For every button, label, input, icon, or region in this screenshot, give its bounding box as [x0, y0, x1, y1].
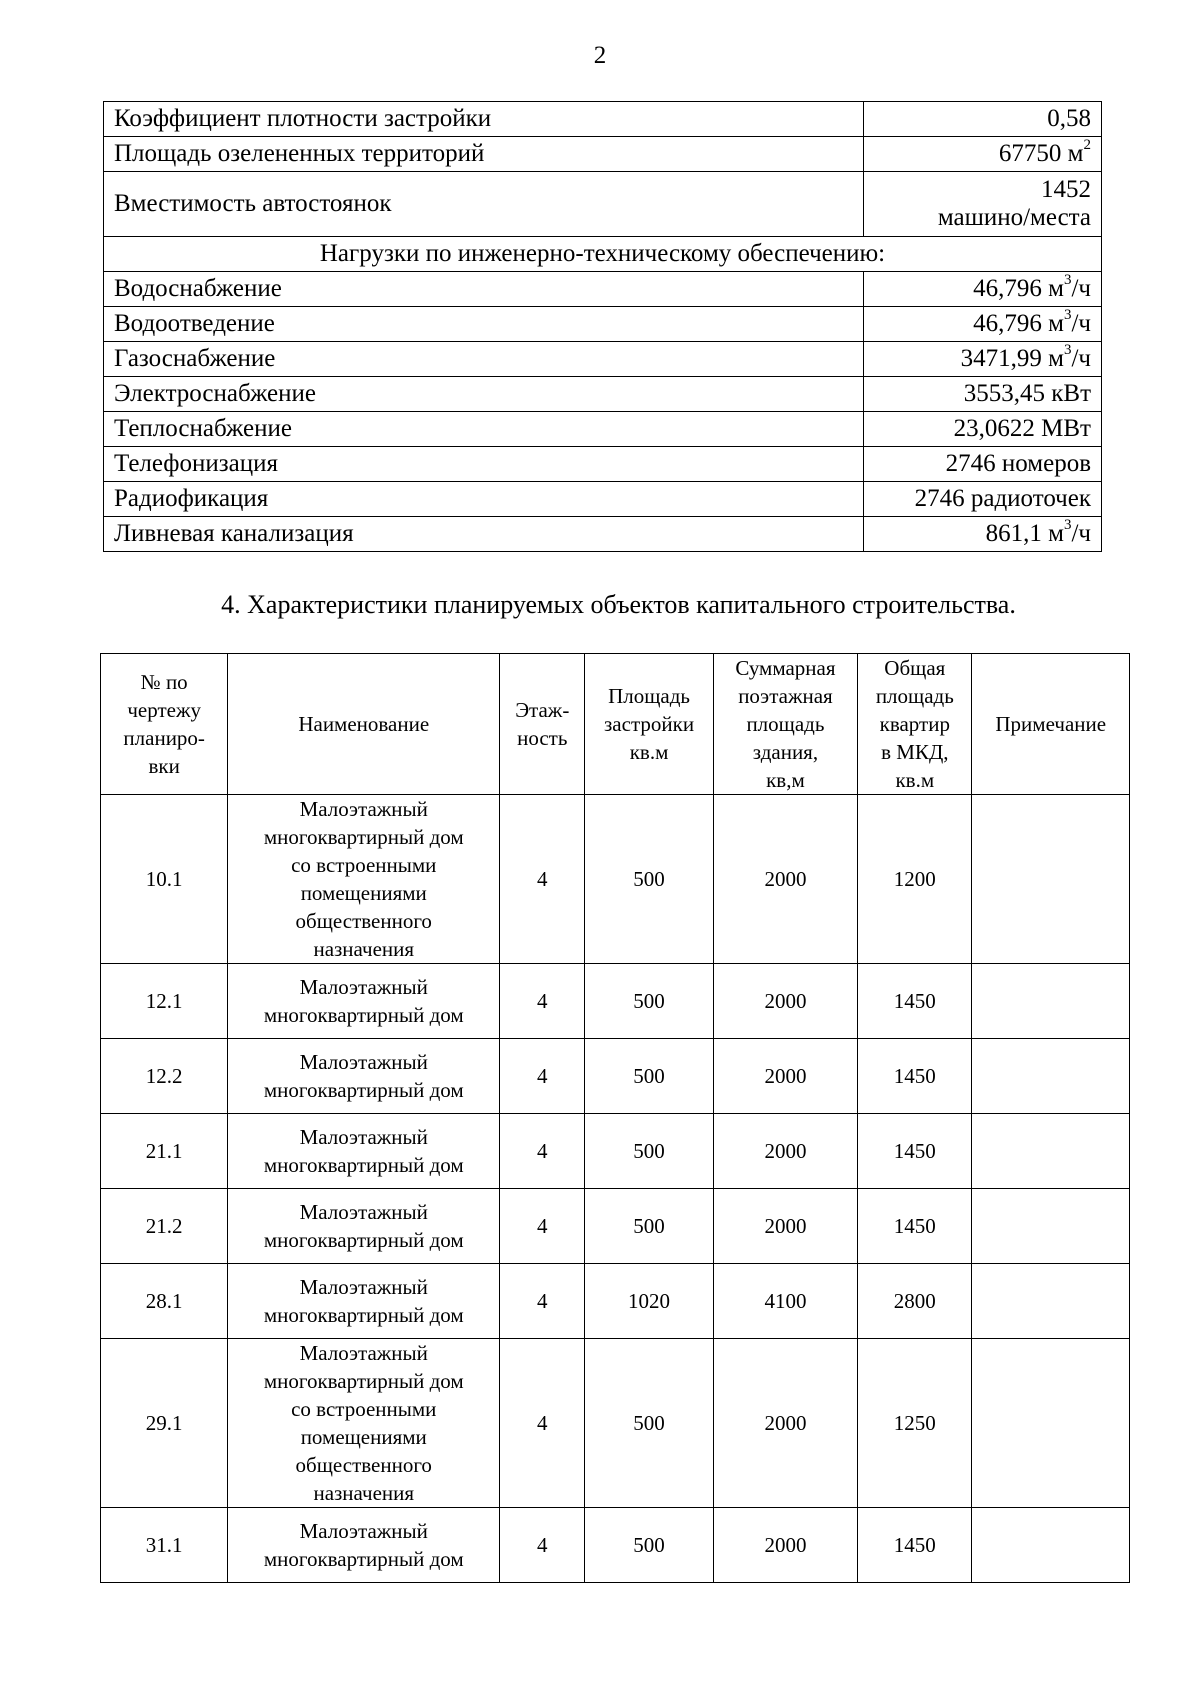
cell-text: 12.2 — [145, 1064, 183, 1088]
label-text: Площадь озелененных территорий — [114, 140, 485, 167]
cell-floors — [500, 1264, 585, 1339]
label-text: Электроснабжение — [114, 380, 316, 407]
cell-apartment-area — [858, 1264, 972, 1339]
header-line: Наименование — [298, 712, 430, 736]
load-value — [864, 342, 1102, 377]
cell-name — [228, 1339, 500, 1508]
cell-number — [101, 1508, 228, 1583]
column-header — [500, 654, 585, 795]
column-header — [713, 654, 857, 795]
value-superscript: 3 — [1063, 271, 1072, 288]
name-line: многоквартирный дом — [263, 1228, 464, 1252]
name-line: многоквартирный дом — [263, 1369, 464, 1393]
value-text: 0,58 — [1047, 105, 1091, 132]
cell-text: 4 — [537, 867, 548, 891]
cell-floors — [500, 1189, 585, 1264]
value-superscript: 3 — [1063, 306, 1072, 323]
load-row — [104, 517, 1102, 552]
cell-number — [101, 795, 228, 964]
column-header — [972, 654, 1130, 795]
cell-text: 4 — [537, 989, 548, 1013]
cell-text: 1450 — [893, 1533, 936, 1557]
cell-text: 12.1 — [145, 989, 183, 1013]
cell-text: 21.2 — [145, 1214, 183, 1238]
cell-floors — [500, 1114, 585, 1189]
header-line: площадь — [875, 684, 954, 708]
table-row — [101, 1339, 1130, 1508]
table-row — [101, 1039, 1130, 1114]
cell-number — [101, 964, 228, 1039]
load-row — [104, 482, 1102, 517]
cell-floors — [500, 795, 585, 964]
header-line: квартир — [879, 712, 950, 736]
name-line: многоквартирный дом — [263, 1303, 464, 1327]
load-value — [864, 482, 1102, 517]
header-line: Примечание — [995, 712, 1107, 736]
section-title: 4. Характеристики планируемых объектов капитального строительства. — [221, 590, 1016, 619]
load-row — [104, 412, 1102, 447]
cell-footprint — [585, 964, 713, 1039]
summary-value — [864, 137, 1102, 172]
header-line: площадь — [746, 712, 825, 736]
name-line: многоквартирный дом — [263, 1003, 464, 1027]
cell-note — [972, 1114, 1130, 1189]
cell-note — [972, 1264, 1130, 1339]
page-number: 2 — [593, 42, 607, 69]
cell-text: 2000 — [764, 1064, 807, 1088]
cell-text: 31.1 — [145, 1533, 183, 1557]
cell-text: 2800 — [893, 1289, 936, 1313]
cell-text: 1450 — [893, 1139, 936, 1163]
cell-floors — [500, 1339, 585, 1508]
header-line: кв.м — [629, 740, 669, 764]
name-line: помещениями — [300, 881, 427, 905]
load-label — [104, 342, 864, 377]
label-text: Радиофикация — [114, 485, 269, 512]
label-text: Телефонизация — [114, 450, 278, 477]
cell-text: 4 — [537, 1064, 548, 1088]
name-line: общественного — [295, 1453, 432, 1477]
cell-number — [101, 1114, 228, 1189]
load-row — [104, 447, 1102, 482]
cell-apartment-area — [858, 1189, 972, 1264]
table-row — [101, 964, 1130, 1039]
cell-text: 2000 — [764, 1214, 807, 1238]
header-line: кв,м — [766, 768, 805, 792]
value-line: 1452 — [1041, 176, 1091, 203]
cell-number — [101, 1189, 228, 1264]
cell-text: 500 — [633, 867, 665, 891]
header-line: поэтажная — [738, 684, 833, 708]
name-line: Малоэтажный — [299, 1050, 428, 1074]
name-line: Малоэтажный — [299, 1125, 428, 1149]
cell-text: 4 — [537, 1214, 548, 1238]
loads-header-text: Нагрузки по инженерно-техническому обеспечению: — [319, 240, 886, 267]
load-value — [864, 517, 1102, 552]
summary-label — [104, 102, 864, 137]
load-value — [864, 307, 1102, 342]
header-line: Суммарная — [735, 656, 836, 680]
name-line: Малоэтажный — [299, 975, 428, 999]
name-line: Малоэтажный — [299, 1275, 428, 1299]
column-header — [858, 654, 972, 795]
name-line: многоквартирный дом — [263, 1547, 464, 1571]
value-unit: /ч — [1071, 520, 1091, 547]
summary-label — [104, 137, 864, 172]
cell-apartment-area — [858, 795, 972, 964]
cell-text: 1200 — [893, 867, 936, 891]
cell-floors — [500, 964, 585, 1039]
cell-number — [101, 1339, 228, 1508]
table-row — [101, 795, 1130, 964]
header-line: Площадь — [608, 684, 690, 708]
name-line: Малоэтажный — [299, 1200, 428, 1224]
cell-apartment-area — [858, 964, 972, 1039]
header-line: застройки — [604, 712, 695, 736]
value-superscript: 3 — [1063, 516, 1072, 533]
loads-header-row — [104, 237, 1102, 272]
load-label — [104, 447, 864, 482]
name-line: общественного — [295, 909, 432, 933]
summary-body — [104, 102, 1102, 552]
cell-text: 4 — [537, 1533, 548, 1557]
cell-total-area — [713, 795, 857, 964]
cell-note — [972, 1508, 1130, 1583]
cell-total-area — [713, 1114, 857, 1189]
load-value — [864, 447, 1102, 482]
cell-apartment-area — [858, 1039, 972, 1114]
cell-text: 21.1 — [145, 1139, 183, 1163]
summary-value — [864, 172, 1102, 237]
cell-total-area — [713, 1508, 857, 1583]
cell-footprint — [585, 1189, 713, 1264]
value-text: 2746 радиоточек — [914, 485, 1091, 512]
value-text: 3553,45 кВт — [963, 380, 1091, 407]
cell-name — [228, 1189, 500, 1264]
cell-text: 2000 — [764, 989, 807, 1013]
cell-text: 500 — [633, 1533, 665, 1557]
cell-name — [228, 1264, 500, 1339]
cell-text: 29.1 — [145, 1411, 183, 1435]
cell-total-area — [713, 1189, 857, 1264]
summary-value — [864, 102, 1102, 137]
name-line: со встроенными — [291, 853, 437, 877]
cell-name — [228, 1508, 500, 1583]
cell-text: 2000 — [764, 867, 807, 891]
cell-note — [972, 1189, 1130, 1264]
column-header — [101, 654, 228, 795]
cell-footprint — [585, 1039, 713, 1114]
header-line: ность — [517, 726, 568, 750]
cell-number — [101, 1264, 228, 1339]
objects-header — [101, 654, 1130, 795]
header-line: чертежу — [127, 698, 201, 722]
cell-number — [101, 1039, 228, 1114]
cell-text: 2000 — [764, 1533, 807, 1557]
cell-text: 4 — [537, 1139, 548, 1163]
cell-footprint — [585, 1264, 713, 1339]
cell-total-area — [713, 1339, 857, 1508]
cell-text: 1450 — [893, 1064, 936, 1088]
cell-name — [228, 964, 500, 1039]
value-text: 861,1 м — [985, 520, 1064, 547]
load-label — [104, 412, 864, 447]
name-line: назначения — [313, 937, 415, 961]
cell-text: 500 — [633, 1214, 665, 1238]
load-label — [104, 272, 864, 307]
name-line: назначения — [313, 1481, 415, 1505]
load-row — [104, 307, 1102, 342]
load-row — [104, 342, 1102, 377]
cell-footprint — [585, 1114, 713, 1189]
cell-name — [228, 1114, 500, 1189]
column-header — [585, 654, 713, 795]
load-label — [104, 307, 864, 342]
label-text: Вместимость автостоянок — [114, 190, 392, 217]
cell-note — [972, 964, 1130, 1039]
cell-floors — [500, 1508, 585, 1583]
cell-text: 500 — [633, 1411, 665, 1435]
table-row — [101, 1114, 1130, 1189]
cell-text: 4100 — [764, 1289, 807, 1313]
cell-text: 500 — [633, 1139, 665, 1163]
load-row — [104, 377, 1102, 412]
cell-note — [972, 1339, 1130, 1508]
label-text: Теплоснабжение — [114, 415, 292, 442]
header-line: Общая — [884, 656, 946, 680]
loads-header — [104, 237, 1102, 272]
load-value — [864, 412, 1102, 447]
header-line: Этаж- — [515, 698, 570, 722]
header-line: здания, — [752, 740, 819, 764]
value-text: 46,796 м — [973, 310, 1064, 337]
summary-label — [104, 172, 864, 237]
cell-apartment-area — [858, 1114, 972, 1189]
cell-text: 500 — [633, 989, 665, 1013]
label-text: Водоснабжение — [114, 275, 282, 302]
value-unit: /ч — [1071, 310, 1091, 337]
cell-text: 10.1 — [145, 867, 183, 891]
name-line: многоквартирный дом — [263, 825, 464, 849]
header-line: планиро- — [123, 726, 205, 750]
value-text: 23,0622 МВт — [953, 415, 1091, 442]
cell-note — [972, 795, 1130, 964]
cell-text: 1020 — [628, 1289, 671, 1313]
cell-footprint — [585, 1508, 713, 1583]
load-value — [864, 272, 1102, 307]
label-text: Водоотведение — [114, 310, 275, 337]
name-line: Малоэтажный — [299, 797, 428, 821]
header-line: № по — [140, 670, 188, 694]
name-line: многоквартирный дом — [263, 1078, 464, 1102]
label-text: Ливневая канализация — [114, 520, 354, 547]
name-line: многоквартирный дом — [263, 1153, 464, 1177]
name-line: со встроенными — [291, 1397, 437, 1421]
cell-text: 500 — [633, 1064, 665, 1088]
cell-text: 4 — [537, 1289, 548, 1313]
value-superscript: 3 — [1063, 341, 1072, 358]
cell-text: 1450 — [893, 989, 936, 1013]
label-text: Газоснабжение — [114, 345, 276, 372]
cell-total-area — [713, 1039, 857, 1114]
load-label — [104, 377, 864, 412]
cell-footprint — [585, 1339, 713, 1508]
summary-row — [104, 137, 1102, 172]
value-superscript: 2 — [1083, 136, 1091, 153]
value-unit: /ч — [1071, 275, 1091, 302]
load-label — [104, 482, 864, 517]
objects-body — [101, 795, 1130, 1583]
value-text: 2746 номеров — [945, 450, 1091, 477]
header-line: в МКД, — [881, 740, 949, 764]
cell-total-area — [713, 964, 857, 1039]
load-value — [864, 377, 1102, 412]
cell-apartment-area — [858, 1339, 972, 1508]
load-label — [104, 517, 864, 552]
name-line: Малоэтажный — [299, 1341, 428, 1365]
summary-row — [104, 102, 1102, 137]
objects-table — [100, 653, 1130, 1583]
label-text: Коэффициент плотности застройки — [114, 105, 492, 132]
summary-table — [103, 101, 1102, 552]
summary-row — [104, 172, 1102, 237]
header-line: вки — [148, 754, 180, 778]
cell-name — [228, 1039, 500, 1114]
value-text: 3471,99 м — [960, 345, 1064, 372]
load-row — [104, 272, 1102, 307]
name-line: Малоэтажный — [299, 1519, 428, 1543]
cell-note — [972, 1039, 1130, 1114]
table-row — [101, 1189, 1130, 1264]
cell-apartment-area — [858, 1508, 972, 1583]
cell-text: 4 — [537, 1411, 548, 1435]
cell-name — [228, 795, 500, 964]
cell-text: 28.1 — [145, 1289, 183, 1313]
name-line: помещениями — [300, 1425, 427, 1449]
cell-footprint — [585, 795, 713, 964]
value-text: 67750 м — [998, 140, 1084, 167]
value-text: 46,796 м — [973, 275, 1064, 302]
table-row — [101, 1508, 1130, 1583]
cell-text: 1450 — [893, 1214, 936, 1238]
cell-total-area — [713, 1264, 857, 1339]
value-line: машино/места — [937, 204, 1091, 231]
value-unit: /ч — [1071, 345, 1091, 372]
column-header — [228, 654, 500, 795]
header-line: кв.м — [895, 768, 935, 792]
cell-text: 2000 — [764, 1411, 807, 1435]
cell-text: 1250 — [893, 1411, 936, 1435]
table-row — [101, 1264, 1130, 1339]
cell-floors — [500, 1039, 585, 1114]
cell-text: 2000 — [764, 1139, 807, 1163]
